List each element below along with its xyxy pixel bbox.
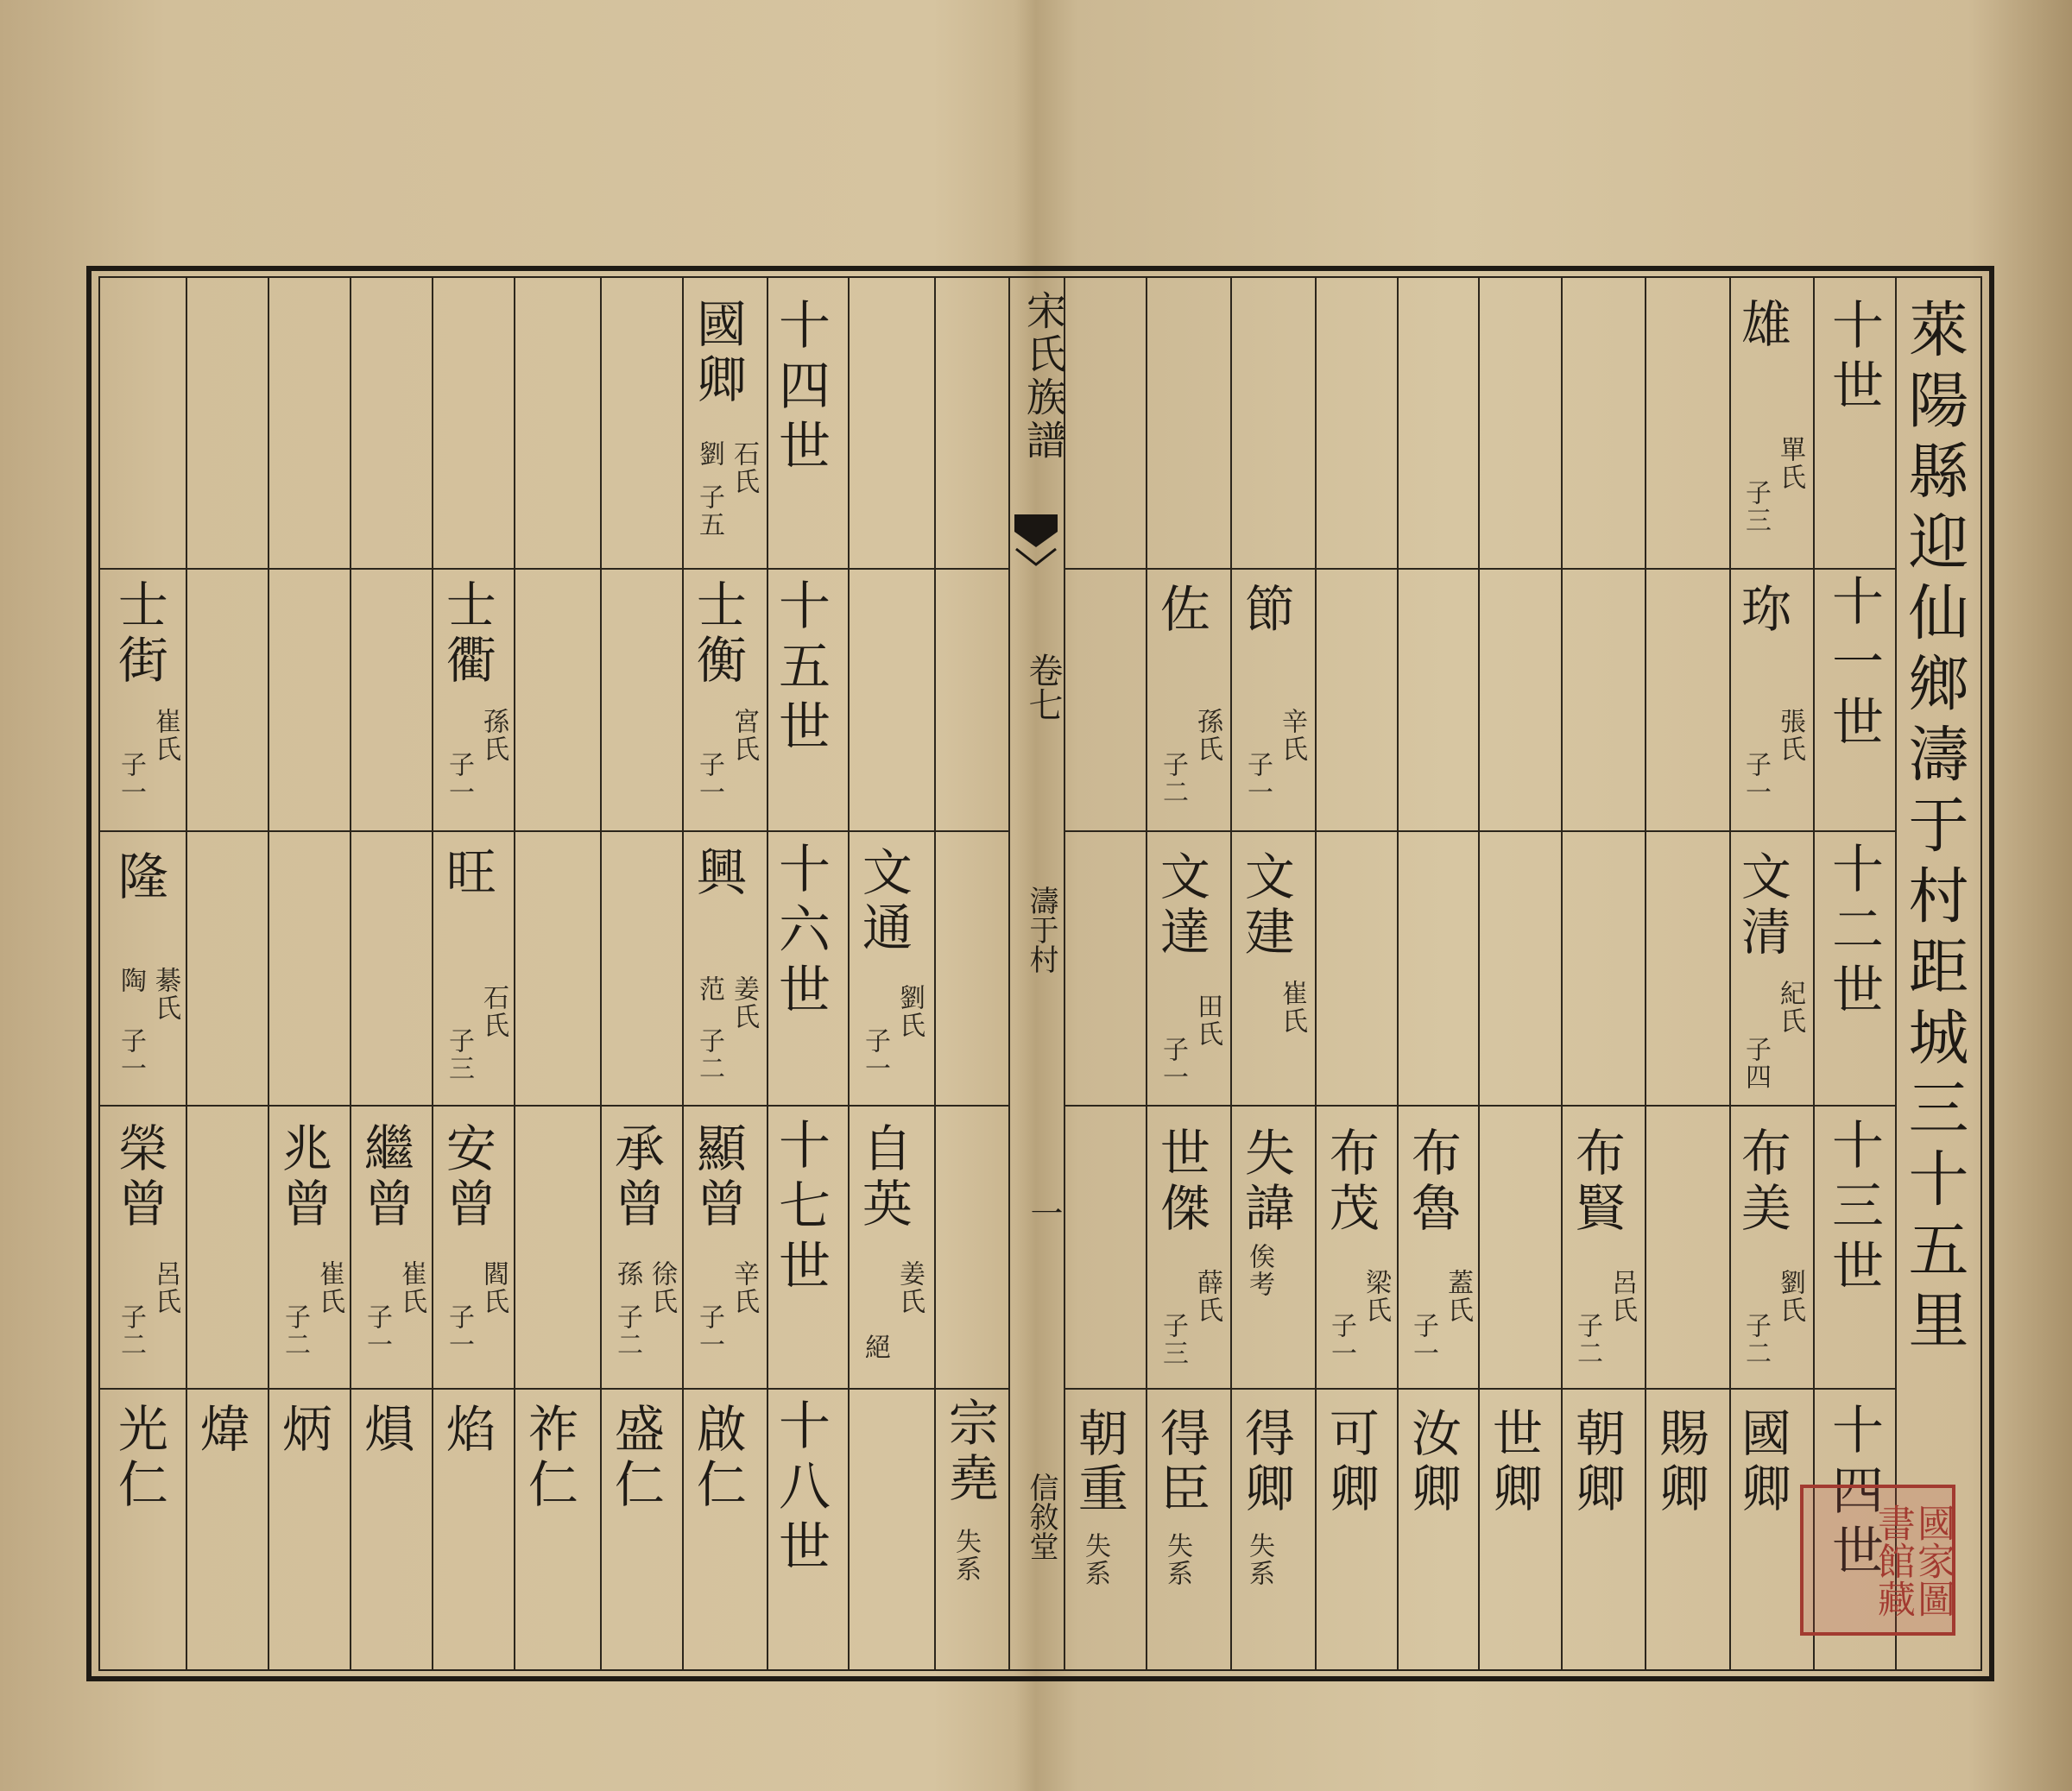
person-name: 國卿 (687, 298, 747, 408)
person-name: 士街 (109, 578, 168, 689)
fish-tail-mark (1014, 514, 1058, 566)
grid-line (186, 278, 187, 1669)
person-name: 顯曾 (687, 1122, 747, 1233)
person-note: 呂氏 (150, 1260, 180, 1315)
person-name: 布美 (1732, 1126, 1791, 1237)
person-note: 失系 (1162, 1532, 1192, 1587)
page-number: 一 (1025, 1196, 1063, 1229)
person-note: 呂氏 (1607, 1269, 1637, 1324)
person-note: 孫氏 (1192, 708, 1222, 763)
grid-line (848, 278, 850, 1669)
person-note: 崔氏 (150, 708, 180, 763)
person-note: 姜氏 (729, 975, 759, 1031)
person-name: 布茂 (1320, 1126, 1380, 1237)
person-note: 劉氏 (1775, 1269, 1805, 1324)
person-name: 炳 (273, 1403, 332, 1458)
person-name: 焰 (437, 1403, 496, 1458)
person-note: 石氏 (729, 440, 759, 495)
person-note: 姜氏 (894, 1260, 925, 1315)
page-title: 萊陽縣迎仙鄉濤于村距城三十五里 (1898, 298, 1969, 1359)
person-name: 祚仁 (519, 1403, 578, 1513)
person-note: 子一 (694, 1303, 724, 1359)
grid-line (1064, 1105, 1896, 1107)
person-note: 紀氏 (1775, 980, 1805, 1035)
person-name: 隆 (109, 850, 168, 905)
person-name: 煒 (191, 1403, 250, 1458)
grid-line (767, 278, 768, 1669)
person-note: 辛氏 (729, 1260, 759, 1315)
person-name: 士衢 (437, 578, 496, 689)
person-name: 可卿 (1320, 1407, 1380, 1517)
person-note: 俟考 (1244, 1243, 1274, 1298)
person-name: 自英 (853, 1122, 913, 1233)
grid-line (1645, 278, 1646, 1669)
generation-label: 十六世 (770, 842, 831, 1023)
generation-label: 十二世 (1823, 842, 1884, 1023)
person-note: 子一 (1242, 751, 1273, 806)
person-name: 汝卿 (1402, 1407, 1462, 1517)
person-note: 崔氏 (1277, 980, 1307, 1035)
person-note: 子一 (1326, 1312, 1356, 1367)
person-name: 宗堯 (939, 1397, 999, 1507)
grid-line (350, 278, 351, 1669)
grid-line (682, 278, 684, 1669)
person-note: 蓋氏 (1443, 1269, 1473, 1324)
person-name: 布魯 (1402, 1126, 1462, 1237)
person-note: 失系 (1244, 1532, 1274, 1587)
person-note: 宮氏 (729, 708, 759, 763)
person-note: 失系 (951, 1528, 981, 1583)
person-note: 單氏 (1775, 436, 1805, 491)
person-note: 徐氏 (647, 1260, 677, 1315)
generation-label: 十五世 (770, 578, 831, 760)
grid-line (100, 1105, 1008, 1107)
person-name: 旺 (437, 846, 496, 901)
grid-line (1729, 278, 1731, 1669)
grid-line (100, 830, 1008, 832)
person-note: 孫 (612, 1260, 642, 1288)
person-name: 得卿 (1235, 1407, 1295, 1517)
person-note: 子一 (116, 751, 146, 806)
person-name: 安曾 (437, 1122, 496, 1233)
person-name: 承曾 (605, 1122, 665, 1233)
generation-label: 十世 (1823, 298, 1884, 419)
person-name: 文達 (1151, 850, 1210, 961)
person-note: 子一 (444, 751, 474, 806)
person-name: 失諱 (1235, 1126, 1295, 1237)
person-name: 珎 (1732, 583, 1791, 638)
person-note: 子五 (694, 483, 724, 539)
person-name: 朝重 (1069, 1407, 1128, 1517)
person-note: 石氏 (478, 984, 509, 1039)
book-title: 宋氏族譜 (1020, 290, 1067, 463)
person-note: 子一 (362, 1303, 392, 1359)
person-name: 士衡 (687, 578, 747, 689)
person-name: 賜卿 (1650, 1407, 1709, 1517)
person-note: 田氏 (1192, 993, 1222, 1048)
person-name: 啟仁 (687, 1403, 747, 1513)
person-note: 孫氏 (478, 708, 509, 763)
grid-line (1064, 830, 1896, 832)
person-note: 子四 (1740, 1036, 1771, 1091)
person-name: 文清 (1732, 850, 1791, 961)
person-name: 世卿 (1483, 1407, 1543, 1517)
person-note: 范 (694, 975, 724, 1003)
person-name: 文通 (853, 846, 913, 956)
person-name: 熉 (355, 1403, 414, 1458)
grid-line (432, 278, 433, 1669)
generation-label: 十四世 (1823, 1403, 1884, 1584)
generation-label: 十八世 (770, 1398, 831, 1580)
person-note: 子二 (1158, 751, 1188, 806)
person-name: 兆曾 (273, 1122, 332, 1233)
person-name: 榮曾 (109, 1122, 168, 1233)
person-note: 子二 (280, 1303, 310, 1359)
village-label: 濤于村 (1024, 886, 1058, 974)
grid-line (1895, 278, 1897, 1669)
person-note: 子三 (1158, 1312, 1188, 1367)
center-column (1010, 281, 1067, 1676)
person-note: 劉 (694, 440, 724, 468)
person-name: 節 (1235, 583, 1295, 638)
person-name: 世傑 (1151, 1126, 1210, 1237)
volume-label: 卷七 (1023, 653, 1063, 722)
library-seal: 國家圖書館藏 (1800, 1485, 1955, 1636)
person-note: 子一 (444, 1303, 474, 1359)
person-name: 興 (687, 846, 747, 901)
person-note: 劉氏 (894, 984, 925, 1039)
grid-line (268, 278, 269, 1669)
grid-line (1561, 278, 1563, 1669)
person-note: 子一 (1408, 1312, 1438, 1367)
person-note: 子二 (612, 1303, 642, 1359)
person-name: 朝卿 (1566, 1407, 1626, 1517)
grid-line (1064, 1388, 1896, 1390)
person-name: 佐 (1151, 583, 1210, 638)
generation-label: 十一世 (1823, 574, 1884, 755)
person-note: 失系 (1080, 1532, 1110, 1587)
person-name: 得臣 (1151, 1407, 1210, 1517)
person-note: 薛氏 (1192, 1269, 1222, 1324)
hall-name: 信敘堂 (1024, 1473, 1058, 1561)
person-note: 子二 (694, 1027, 724, 1082)
person-name: 布賢 (1566, 1126, 1626, 1237)
person-note: 子三 (444, 1027, 474, 1082)
person-note: 子一 (694, 751, 724, 806)
person-name: 繼曾 (355, 1122, 414, 1233)
person-name: 光仁 (109, 1403, 168, 1513)
person-note: 崔氏 (314, 1260, 344, 1315)
grid-line (1064, 278, 1065, 1669)
person-note: 閻氏 (478, 1260, 509, 1315)
person-note: 張氏 (1775, 708, 1805, 763)
grid-line (1315, 278, 1317, 1669)
generation-label: 十三世 (1823, 1118, 1884, 1299)
person-note: 子二 (1572, 1312, 1602, 1367)
grid-line (1064, 568, 1896, 570)
grid-line (1478, 278, 1480, 1669)
person-note: 子三 (1740, 479, 1771, 534)
person-note: 子一 (1740, 751, 1771, 806)
grid-line (1230, 278, 1232, 1669)
grid-line (1397, 278, 1399, 1669)
person-note: 子一 (116, 1027, 146, 1082)
grid-line (100, 1388, 1008, 1390)
generation-label: 十七世 (770, 1118, 831, 1299)
person-name: 盛仁 (605, 1403, 665, 1513)
person-note: 子一 (1158, 1036, 1188, 1091)
person-note: 子二 (1740, 1312, 1771, 1367)
grid-line (100, 568, 1008, 570)
person-note: 子一 (860, 1027, 890, 1082)
person-note: 崔氏 (396, 1260, 426, 1315)
person-note: 辛氏 (1277, 708, 1307, 763)
grid-line (600, 278, 602, 1669)
person-note: 絕 (860, 1334, 890, 1361)
grid-line (934, 278, 936, 1669)
person-name: 雄 (1732, 298, 1791, 353)
person-note: 綦氏 (150, 967, 180, 1022)
grid-line (1146, 278, 1147, 1669)
person-note: 子二 (116, 1303, 146, 1359)
person-note: 梁氏 (1361, 1269, 1391, 1324)
grid-line (1813, 278, 1815, 1669)
grid-line (514, 278, 515, 1669)
person-name: 文建 (1235, 850, 1295, 961)
generation-label: 十四世 (770, 298, 831, 479)
person-note: 陶 (116, 967, 146, 994)
person-name: 國卿 (1732, 1407, 1791, 1517)
